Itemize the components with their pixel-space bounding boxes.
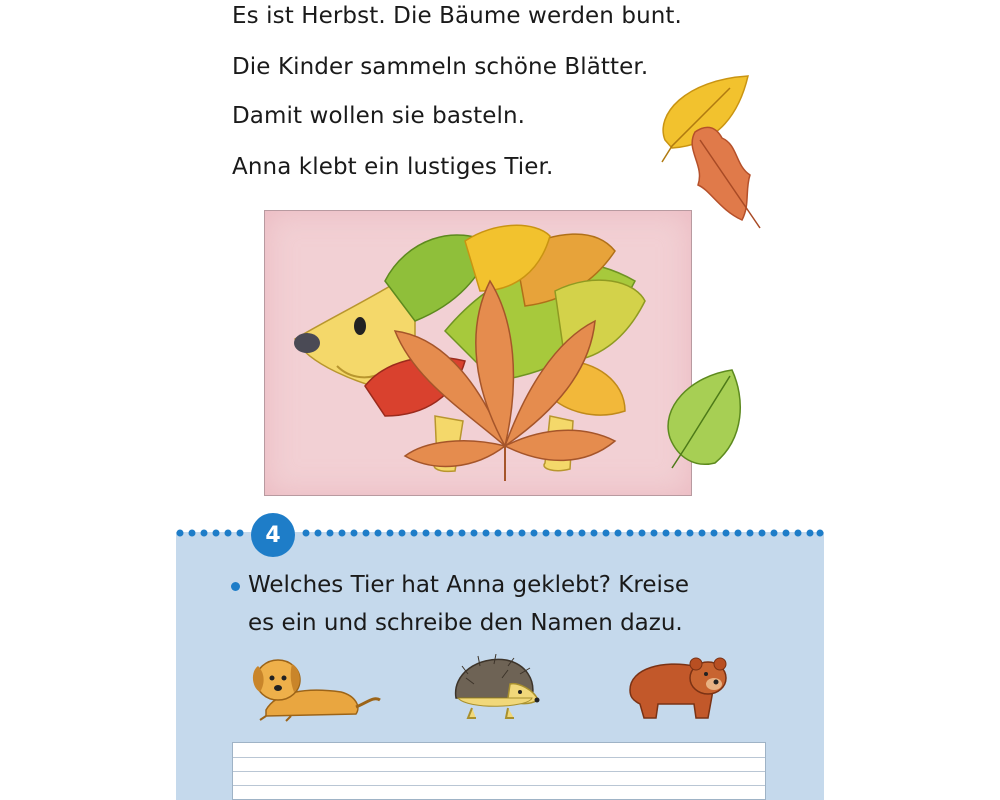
story-line-1: Es ist Herbst. Die Bäume werden bunt.	[232, 3, 682, 29]
writing-line	[233, 785, 765, 786]
leaf-hedgehog-illustration	[265, 211, 691, 495]
green-leaf-illustration	[660, 368, 750, 473]
dog-icon[interactable]	[246, 652, 382, 724]
bullet-dot	[231, 582, 240, 591]
writing-line	[233, 771, 765, 772]
story-line-3: Damit wollen sie basteln.	[232, 103, 526, 129]
writing-lines[interactable]	[232, 742, 766, 800]
exercise-question	[248, 566, 689, 642]
exercise-number-badge: 4	[251, 513, 295, 557]
question-line-2: es ein und schreibe den Namen dazu.	[248, 610, 683, 636]
writing-line	[233, 757, 765, 758]
hedgehog-icon[interactable]	[448, 654, 540, 722]
bear-icon[interactable]	[624, 652, 730, 722]
question-line-1: Welches Tier hat Anna geklebt? Kreise	[248, 572, 689, 598]
story-line-4: Anna klebt ein lustiges Tier.	[232, 154, 554, 180]
leaf-hedgehog-picture	[264, 210, 692, 496]
story-line-2: Die Kinder sammeln schöne Blätter.	[232, 54, 649, 80]
